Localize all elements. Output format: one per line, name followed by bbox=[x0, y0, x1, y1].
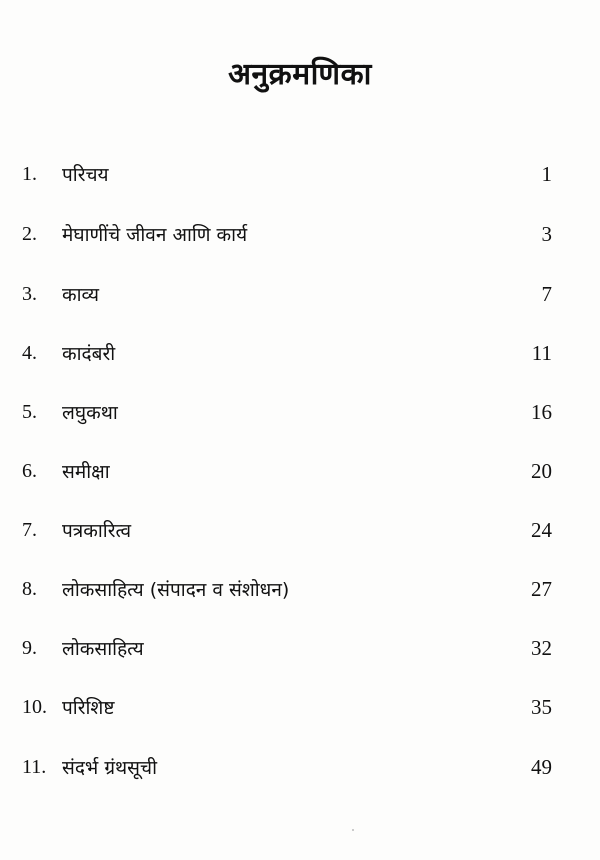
entry-label: मेघाणींचे जीवन आणि कार्य bbox=[62, 224, 248, 246]
toc-entry bbox=[22, 217, 552, 251]
toc-entry bbox=[22, 454, 552, 488]
entry-number: 6. bbox=[22, 459, 37, 482]
entry-page: 49 bbox=[531, 754, 552, 779]
entry-page: 32 bbox=[531, 635, 552, 660]
toc-entry bbox=[22, 750, 552, 784]
toc-entry bbox=[22, 336, 552, 370]
toc-entry bbox=[22, 277, 552, 311]
entry-label: परिशिष्ट bbox=[62, 697, 115, 719]
entry-page: 35 bbox=[531, 694, 552, 719]
paper-speck bbox=[352, 829, 354, 831]
entry-page: 3 bbox=[541, 221, 552, 246]
entry-label: लोकसाहित्य bbox=[62, 638, 144, 660]
entry-page: 7 bbox=[541, 281, 552, 306]
entry-number: 5. bbox=[22, 400, 37, 423]
entry-label: परिचय bbox=[62, 164, 109, 186]
entry-number: 4. bbox=[22, 341, 37, 364]
entry-label: लघुकथा bbox=[62, 402, 118, 424]
entry-page: 11 bbox=[531, 340, 552, 365]
toc-entry bbox=[22, 395, 552, 429]
entry-number: 10. bbox=[22, 695, 47, 718]
entry-number: 11. bbox=[22, 755, 47, 778]
entry-number: 8. bbox=[22, 577, 37, 600]
entry-label: काव्य bbox=[62, 284, 100, 306]
entry-page: 1 bbox=[541, 161, 552, 186]
toc-entry bbox=[22, 572, 552, 606]
entry-page: 27 bbox=[531, 576, 552, 601]
entry-label: लोकसाहित्य (संपादन व संशोधन) bbox=[62, 579, 290, 601]
entry-number: 1. bbox=[22, 162, 37, 185]
entry-page: 16 bbox=[531, 399, 552, 424]
toc-entry bbox=[22, 631, 552, 665]
entry-number: 2. bbox=[22, 222, 37, 245]
toc-entry bbox=[22, 690, 552, 724]
entry-page: 24 bbox=[531, 517, 552, 542]
entry-number: 7. bbox=[22, 518, 37, 541]
entry-number: 9. bbox=[22, 636, 37, 659]
entry-label: पत्रकारित्व bbox=[62, 520, 132, 542]
entry-page: 20 bbox=[531, 458, 552, 483]
entry-label: कादंबरी bbox=[62, 343, 116, 365]
entry-label: संदर्भ ग्रंथसूची bbox=[62, 757, 158, 779]
toc-entry bbox=[22, 513, 552, 547]
entry-label: समीक्षा bbox=[62, 461, 110, 483]
toc-entry bbox=[22, 157, 552, 191]
entry-number: 3. bbox=[22, 282, 37, 305]
page-title: अनुक्रमणिका bbox=[228, 57, 372, 92]
